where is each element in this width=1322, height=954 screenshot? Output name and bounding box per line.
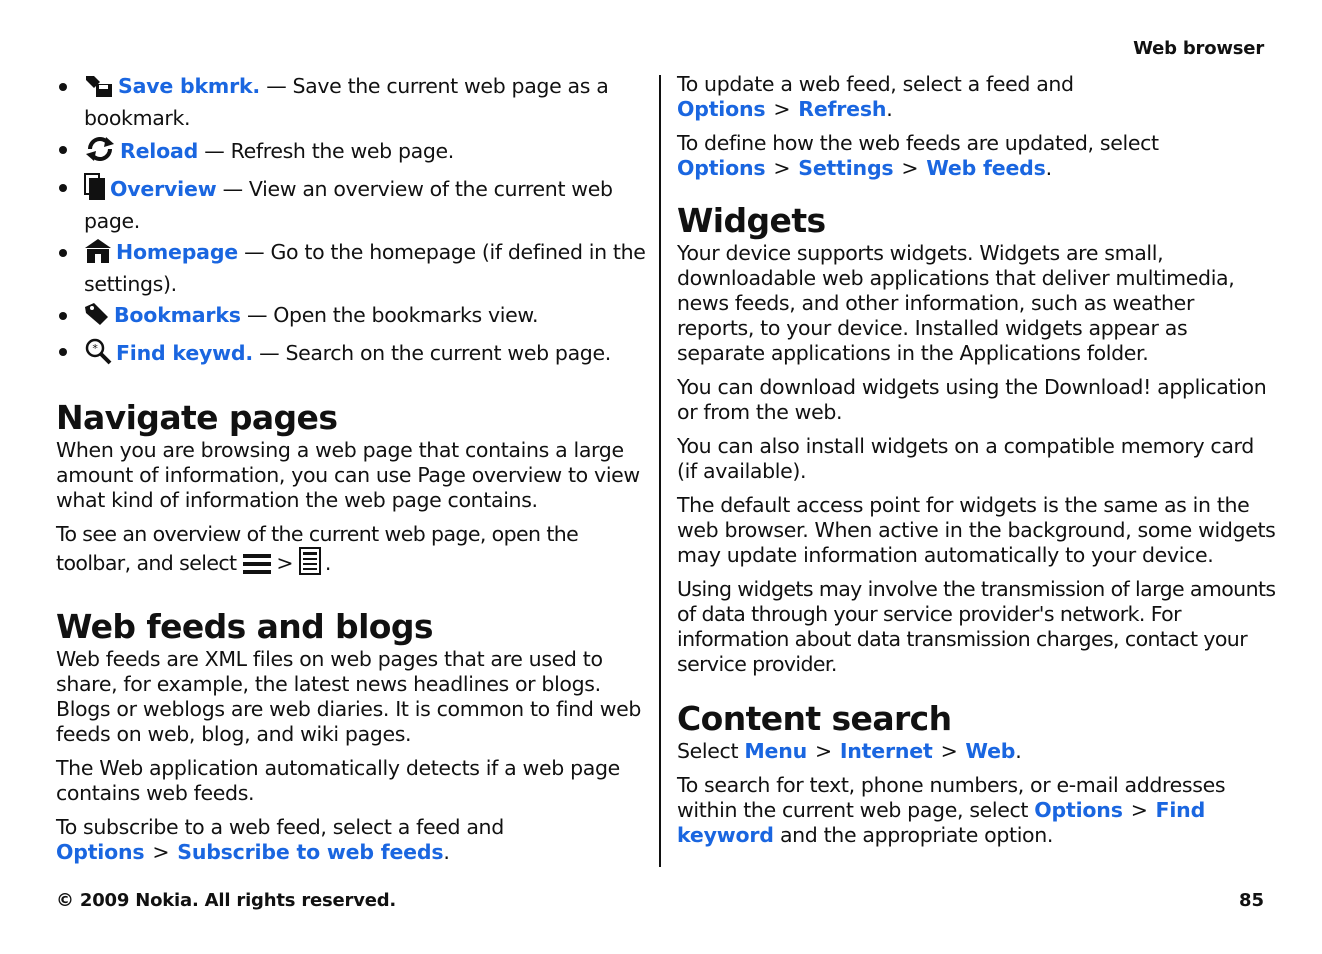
right-column bbox=[677, 72, 1277, 857]
homepage-icon bbox=[84, 238, 112, 271]
overview-icon bbox=[84, 173, 106, 208]
list-item bbox=[56, 301, 646, 334]
refresh-link[interactable]: Refresh bbox=[798, 97, 887, 121]
reload-link[interactable]: Reload bbox=[120, 139, 199, 163]
sentence-end: . bbox=[886, 97, 893, 121]
paragraph: Your device supports widgets. Widgets are small, downloadable web applications that deliver multimedia, news feeds, and other information, such as weather reports, to your device. Installed widgets appear as separate applications in the Applications folder. bbox=[677, 241, 1235, 365]
paragraph: When you are browsing a web page that contains a large amount of information, you can use Page overview to view what kind of information the web page contains. bbox=[56, 438, 640, 512]
separator: > bbox=[152, 840, 170, 864]
list-item bbox=[56, 238, 646, 298]
paragraph bbox=[677, 773, 1277, 848]
bookmarks-icon bbox=[84, 301, 110, 334]
page-number: 85 bbox=[1238, 890, 1264, 911]
list-item-desc: — Go to the homepage (if defined in the settings). bbox=[84, 240, 646, 296]
homepage-link[interactable]: Homepage bbox=[116, 240, 238, 264]
paragraph bbox=[56, 522, 646, 581]
paragraph bbox=[56, 815, 646, 865]
web-feeds-link[interactable]: Web feeds bbox=[926, 156, 1046, 180]
sentence-end: . bbox=[1045, 156, 1052, 180]
heading-navigate-pages: Navigate pages bbox=[56, 398, 338, 437]
paragraph bbox=[677, 739, 1277, 764]
paragraph: The default access point for widgets is the same as in the web browser. When active in the background, some widgets may update information automatically to your device. bbox=[677, 493, 1276, 567]
list-item bbox=[56, 72, 646, 132]
paragraph-text: To update a web feed, select a feed and bbox=[677, 72, 1074, 96]
sentence-end: . bbox=[443, 840, 450, 864]
options-link[interactable]: Options bbox=[677, 97, 766, 121]
column-divider bbox=[659, 75, 661, 867]
copyright: © 2009 Nokia. All rights reserved. bbox=[56, 890, 397, 911]
paragraph: The Web application automatically detects if a web page contains web feeds. bbox=[56, 756, 620, 805]
options-link[interactable]: Options bbox=[1034, 798, 1123, 822]
separator: > bbox=[1130, 798, 1148, 822]
overview-link[interactable]: Overview bbox=[110, 177, 217, 201]
paragraph-text: To see an overview of the current web page, open the toolbar, and select bbox=[56, 522, 579, 575]
svg-text:*: * bbox=[92, 342, 98, 355]
page-overview-icon bbox=[299, 547, 321, 581]
toolbar-list bbox=[56, 72, 646, 372]
list-item-desc: — View an overview of the current web page. bbox=[84, 177, 613, 233]
toolbar-menu-icon bbox=[242, 551, 272, 581]
find-keyword-link[interactable]: Find keywd. bbox=[116, 341, 253, 365]
paragraph-text: To define how the web feeds are updated, select bbox=[677, 131, 1159, 155]
list-item-desc: — Open the bookmarks view. bbox=[246, 303, 539, 327]
bookmarks-link[interactable]: Bookmarks bbox=[114, 303, 241, 327]
list-item bbox=[56, 337, 646, 372]
options-link[interactable]: Options bbox=[56, 840, 145, 864]
save-bookmark-link[interactable]: Save bkmrk. bbox=[118, 74, 261, 98]
sentence-end: . bbox=[1015, 739, 1022, 763]
list-item-desc: — Search on the current web page. bbox=[259, 341, 611, 365]
separator: > bbox=[773, 97, 791, 121]
paragraph: Web feeds are XML files on web pages that are used to share, for example, the latest news headlines or blogs. Blogs or weblogs are web diaries. It is common to find web feeds on web, blog, and wiki pages. bbox=[56, 647, 642, 746]
separator: > bbox=[940, 739, 958, 763]
paragraph-text: Select bbox=[677, 739, 739, 763]
separator: > bbox=[773, 156, 791, 180]
menu-link[interactable]: Menu bbox=[744, 739, 808, 763]
separator: > bbox=[901, 156, 919, 180]
list-item bbox=[56, 135, 646, 170]
paragraph-text: To subscribe to a web feed, select a feed and bbox=[56, 815, 504, 839]
internet-link[interactable]: Internet bbox=[839, 739, 933, 763]
list-item-desc: — Save the current web page as a bookmark. bbox=[84, 74, 609, 130]
paragraph: You can download widgets using the Download! application or from the web. bbox=[677, 375, 1267, 424]
separator: > bbox=[276, 551, 293, 575]
heading-content-search: Content search bbox=[677, 699, 952, 738]
heading-widgets: Widgets bbox=[677, 201, 826, 240]
paragraph bbox=[677, 131, 1277, 181]
left-column bbox=[56, 72, 646, 874]
settings-link[interactable]: Settings bbox=[798, 156, 894, 180]
web-link[interactable]: Web bbox=[965, 739, 1016, 763]
options-link[interactable]: Options bbox=[677, 156, 766, 180]
reload-icon bbox=[84, 135, 116, 170]
paragraph-text: and the appropriate option. bbox=[779, 823, 1054, 847]
save-bookmark-icon bbox=[84, 72, 114, 105]
heading-web-feeds: Web feeds and blogs bbox=[56, 607, 433, 646]
running-head: Web browser bbox=[1133, 38, 1264, 59]
paragraph: Using widgets may involve the transmission of large amounts of data through your service provider's network. For information about data transmission charges, contact your service provider. bbox=[677, 577, 1276, 676]
separator: > bbox=[815, 739, 832, 763]
list-item bbox=[56, 173, 646, 235]
paragraph: You can also install widgets on a compatible memory card (if available). bbox=[677, 434, 1254, 483]
list-item-desc: — Refresh the web page. bbox=[204, 139, 454, 163]
find-keyword-option-link[interactable]: Find keyword bbox=[677, 798, 1206, 847]
find-keyword-icon bbox=[84, 337, 112, 372]
paragraph-text: To search for text, phone numbers, or e-mail addresses within the current web page, select bbox=[677, 773, 1226, 822]
paragraph bbox=[677, 72, 1277, 122]
subscribe-link[interactable]: Subscribe to web feeds bbox=[177, 840, 444, 864]
sentence-end: . bbox=[324, 551, 331, 575]
